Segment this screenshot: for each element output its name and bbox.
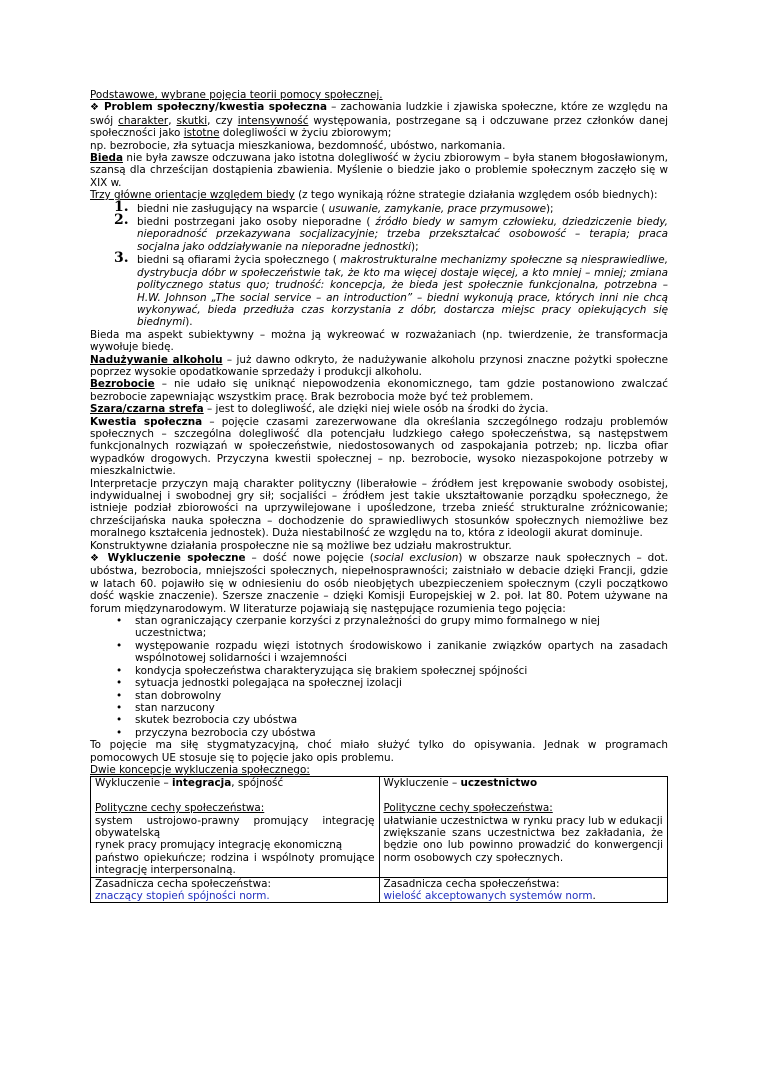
spacer bbox=[384, 790, 664, 802]
document-page bbox=[90, 89, 668, 903]
bullet-icon: • bbox=[116, 639, 123, 652]
list-item bbox=[90, 250, 669, 329]
problem-paragraph bbox=[90, 101, 668, 139]
list-item bbox=[90, 212, 668, 253]
list-item bbox=[90, 640, 668, 665]
zasadnicza-label: Zasadnicza cecha społeczeństwa: bbox=[95, 877, 271, 890]
cechy-label: Polityczne cechy społeczeństwa: bbox=[383, 802, 553, 815]
list-number: 3. bbox=[114, 250, 129, 267]
konstruktywne-paragraph: Konstruktywne działania prospołeczne nie są możliwe bez udziału makrostruktur. bbox=[90, 539, 512, 552]
list-item bbox=[90, 714, 668, 726]
list-item bbox=[90, 198, 668, 215]
text: , spójność bbox=[231, 777, 284, 790]
list-tail: ). bbox=[185, 316, 193, 329]
koncepcje-table bbox=[90, 776, 668, 903]
orientations-lead bbox=[90, 189, 668, 201]
cell-heading-bold: integracja bbox=[171, 777, 232, 790]
list-item bbox=[90, 690, 668, 702]
list-text: stan ograniczający czerpanie korzyści z przynależności do grupy mimo formalnego w niej uczestnictwa; bbox=[135, 615, 600, 640]
text: . bbox=[592, 890, 596, 902]
diamond-bullet-icon: ❖ bbox=[90, 102, 100, 114]
list-number: 2. bbox=[114, 212, 129, 229]
cell-heading bbox=[384, 777, 664, 789]
cechy-item: państwo opiekuńcze; rodzina i wspólnoty promujące integrację interpersonalną. bbox=[95, 851, 375, 877]
kwestia-term: Kwestia społeczna bbox=[90, 415, 203, 428]
list-text: przyczyna bezrobocia czy ubóstwa bbox=[135, 726, 316, 739]
list-text: skutek bezrobocia czy ubóstwa bbox=[135, 714, 298, 727]
zasadnicza-label: Zasadnicza cecha społeczeństwa: bbox=[383, 877, 560, 890]
list-text: biedni postrzegani jako osoby nieporadne ( bbox=[137, 216, 371, 229]
list-text: występowanie rozpadu więzi istotnych środowiskowo i zanikanie związków opartych na zasadach wspólnotowej solidarności i wzajemności bbox=[135, 639, 668, 665]
diamond-bullet-icon: ❖ bbox=[90, 553, 102, 565]
orientations-list bbox=[90, 198, 669, 329]
bullet-icon: • bbox=[116, 714, 123, 727]
cell-heading bbox=[95, 777, 375, 789]
text: , czy bbox=[207, 114, 238, 127]
orientations-lead-underlined: Trzy główne orientacje względem biedy bbox=[90, 189, 295, 202]
stygmat-paragraph: To pojęcie ma siłę stygmatyzacyjną, choć miało służyć tylko do opisywania. Jednak w programach pomocowych UE stosuje się to pojęcie jako opis problemu. bbox=[90, 739, 668, 764]
alkohol-text: – już dawno odkryto, że nadużywanie alkoholu przynosi znaczne pożytki społeczne poprzez wysokie opodatkowanie sprzedaży i produkcji alkoholu. bbox=[90, 353, 668, 378]
subjective-paragraph: Bieda ma aspekt subiektywny – można ją wykreować w rozważaniach (np. twierdzenie, że transformacja wywołuje biedę. bbox=[90, 328, 668, 354]
list-number: 1. bbox=[114, 198, 129, 215]
szara-paragraph bbox=[90, 403, 668, 415]
list-text: biedni nie zasługujący na wsparcie ( bbox=[137, 202, 326, 215]
text: , bbox=[168, 114, 177, 127]
wykluczenie-text: – dość nowe pojęcie ( bbox=[245, 552, 374, 565]
list-text: biedni są ofiarami życia społecznego ( bbox=[137, 254, 337, 267]
cell-heading-bold: uczestnictwo bbox=[460, 777, 538, 790]
cechy-label: Polityczne cechy społeczeństwa: bbox=[95, 802, 265, 815]
szara-term: Szara/czarna strefa bbox=[90, 403, 204, 416]
wykluczenie-paragraph bbox=[90, 552, 668, 615]
cechy-item: zwiększanie szans uczestnictwa bez zakładania, że będzie ono lub powinno prowadzić do konwergencji norm osobowych czy społecznych. bbox=[383, 826, 663, 864]
list-text: stan dobrowolny bbox=[135, 689, 222, 702]
bezrobocie-paragraph bbox=[90, 378, 668, 403]
bullet-icon: • bbox=[116, 677, 123, 690]
problem-def: – zachowania ludzkie i zjawiska społeczne, które ze względu na swój bbox=[90, 101, 668, 127]
heading: Podstawowe, wybrane pojęcia teorii pomocy społecznej. bbox=[90, 89, 383, 101]
list-text: kondycja społeczeństwa charakteryzująca się brakiem społecznej spójności bbox=[135, 664, 528, 677]
list-item bbox=[90, 702, 668, 714]
list-tail: ); bbox=[545, 202, 554, 215]
bullet-icon: • bbox=[116, 726, 123, 739]
cechy-item: ułatwianie uczestnictwa w rynku pracy lub w edukacji bbox=[383, 814, 663, 827]
wykluczenie-list bbox=[90, 615, 668, 739]
spacer bbox=[95, 790, 375, 802]
underlined-word: charakter bbox=[118, 114, 169, 127]
problem-example: np. bezrobocie, zła sytuacja mieszkaniowa, bezdomność, ubóstwo, narkomania. bbox=[90, 139, 506, 152]
wykluczenie-text: ) w obszarze nauk społecznych – dot. ubóstwa, bezrobocia, mniejszości społecznych, niepełnosprawności; zaistniało w debacie dzięki Francji, gdzie w latach 60. pojawiło się w odniesieniu do osób nieobjętych ubezpieczeniem społecznym (czyli początkowo dość wąskie znaczenie). Szersze znaczenie – dzięki Komisji Europejskiej w 2. poł. lat 80. Potem używane na forum międzynarodowym. W literaturze pojawiają się następujące rozumienia tego pojęcia: bbox=[90, 552, 669, 615]
problem-term: Problem społeczny/kwestia społeczna bbox=[103, 101, 327, 114]
table-cell-integracja bbox=[91, 777, 380, 877]
text: Wykluczenie – bbox=[95, 777, 172, 790]
list-text: stan narzucony bbox=[135, 701, 215, 714]
underlined-word: intensywność bbox=[237, 114, 309, 127]
bezrobocie-text: – nie udało się uniknąć niepowodzenia ekonomicznego, tam gdzie postanowiono zwalczać bezrobocie zapewniając wszystkim pracę. Brak bezrobocia może być też problemem. bbox=[90, 378, 668, 403]
zasadnicza-value: znaczący stopień spójności norm. bbox=[95, 890, 270, 902]
zasadnicza-value: wielość akceptowanych systemów norm bbox=[383, 890, 593, 902]
table-cell-uczestnictwo bbox=[379, 777, 668, 877]
bullet-icon: • bbox=[116, 615, 123, 628]
list-italic: makrostrukturalne mechanizmy społeczne są niesprawiedliwe, dystrybucja dóbr w społeczeństwie tak, że kto ma więcej dostaje więcej, a kto mniej – mniej; zmiana politycznego status quo; trudność: koncepcja, że bieda jest społecznie funkcjonalna, potrzebna – H.W. Johnson „The social service – an introduction” – biedni wykonują prace, których inni nie chcą wykonywać, bieda przedłuża czas korzystania z dóbr, dostarcza miejsc pracy opiekujących się biednymi bbox=[137, 254, 669, 329]
bieda-term: Bieda bbox=[90, 152, 123, 165]
cechy-item: rynek pracy promujący integrację ekonomiczną bbox=[95, 839, 343, 852]
list-text: sytuacja jednostki polegająca na społecznej izolacji bbox=[135, 677, 402, 690]
alkohol-term: Nadużywanie alkoholu bbox=[90, 353, 223, 366]
list-item bbox=[90, 615, 668, 640]
wykluczenie-term: Wykluczenie społeczne bbox=[107, 552, 246, 565]
table-cell-zasadnicza-right bbox=[379, 877, 668, 903]
bullet-icon: • bbox=[116, 664, 123, 677]
list-item bbox=[90, 665, 668, 677]
list-italic: źródło biedy w samym człowieku, dziedziczenie biedy, nieporadność przekazywana socjalizacyjnie; trzeba przekształcać osobowość – terapia; praca socjalna jako oddziaływanie na nieporadne jednostki bbox=[137, 216, 668, 253]
szara-text: – jest to dolegliwość, ale dzięki niej wiele osób na środki do życia. bbox=[203, 403, 549, 416]
list-item bbox=[90, 677, 668, 689]
cechy-item: system ustrojowo-prawny promujący integrację obywatelską bbox=[95, 814, 375, 839]
bezrobocie-term: Bezrobocie bbox=[90, 378, 155, 391]
bieda-paragraph bbox=[90, 152, 668, 189]
kwestia-paragraph bbox=[90, 416, 668, 478]
list-tail: ); bbox=[411, 240, 419, 253]
text: Wykluczenie – bbox=[383, 777, 461, 790]
interpretacje-paragraph: Interpretacje przyczyn mają charakter polityczny (liberałowie – źródłem jest krępowanie swobody osobistej, indywidualnej i swobodnej gry sił; socjaliści – źródłem jest takie ukształtowanie porządku społecznego, że istnieje podział zbiorowości na uprzywilejowane i upośledzone, trzeba znieść strukturalne zróżnicowanie; chrześcijańska nauka społeczna – dochodzenie do sprawiedliwych stosunków społecznych niemożliwe bez moralnego kształcenia jednostek). Duża niestabilność ze względu na to, która z ideologii akurat dominuje. bbox=[90, 477, 668, 540]
table-row bbox=[91, 777, 668, 877]
problem-def: dolegliwości w życiu zbiorowym; bbox=[219, 127, 392, 140]
list-italic: usuwanie, zamykanie, prace przymusowe bbox=[325, 202, 546, 215]
problem-def: występowania, postrzegane są i odczuwane przez członków danej społeczności jako bbox=[90, 114, 668, 140]
table-row bbox=[91, 877, 668, 903]
bullet-icon: • bbox=[116, 701, 123, 714]
zasadnicza-line bbox=[384, 890, 664, 902]
table-cell-zasadnicza-left bbox=[91, 877, 380, 903]
underlined-word: skutki bbox=[176, 114, 208, 127]
dwie-koncepcje-heading: Dwie koncepcje wykluczenia społecznego: bbox=[90, 763, 310, 776]
kwestia-text: – pojęcie czasami zarezerwowane dla określania szczególnego rodzaju problemów społecznych – szczególna dolegliwość dla potencjału ludzkiego całego społeczeństwa, są następstwem funkcjonalnych rozwiązań w społeczeństwie, niedostosowanych od zaspokajania potrzeb; np. liczba ofiar wypadków drogowych. Przyczyna kwestii społecznej – np. bezrobocie, wysoko niezaspokojone potrzeby w mieszkalnictwie. bbox=[90, 415, 668, 478]
bullet-icon: • bbox=[116, 689, 123, 702]
list-item bbox=[90, 727, 668, 739]
underlined-word: istotne bbox=[183, 127, 220, 140]
wykluczenie-italic: social exclusion bbox=[373, 552, 459, 565]
bieda-text: nie była zawsze odczuwana jako istotna dolegliwość w życiu zbiorowym – była stanem błogosławionym, szansą dla chrześcijan dostąpienia zbawienia. Myślenie o biedzie jako o problemie społecznym zaczęło się w XIX w. bbox=[90, 152, 668, 189]
alkohol-paragraph bbox=[90, 354, 668, 379]
orientations-lead-rest: (z tego wynikają różne strategie działania względem osób biednych): bbox=[294, 189, 658, 202]
